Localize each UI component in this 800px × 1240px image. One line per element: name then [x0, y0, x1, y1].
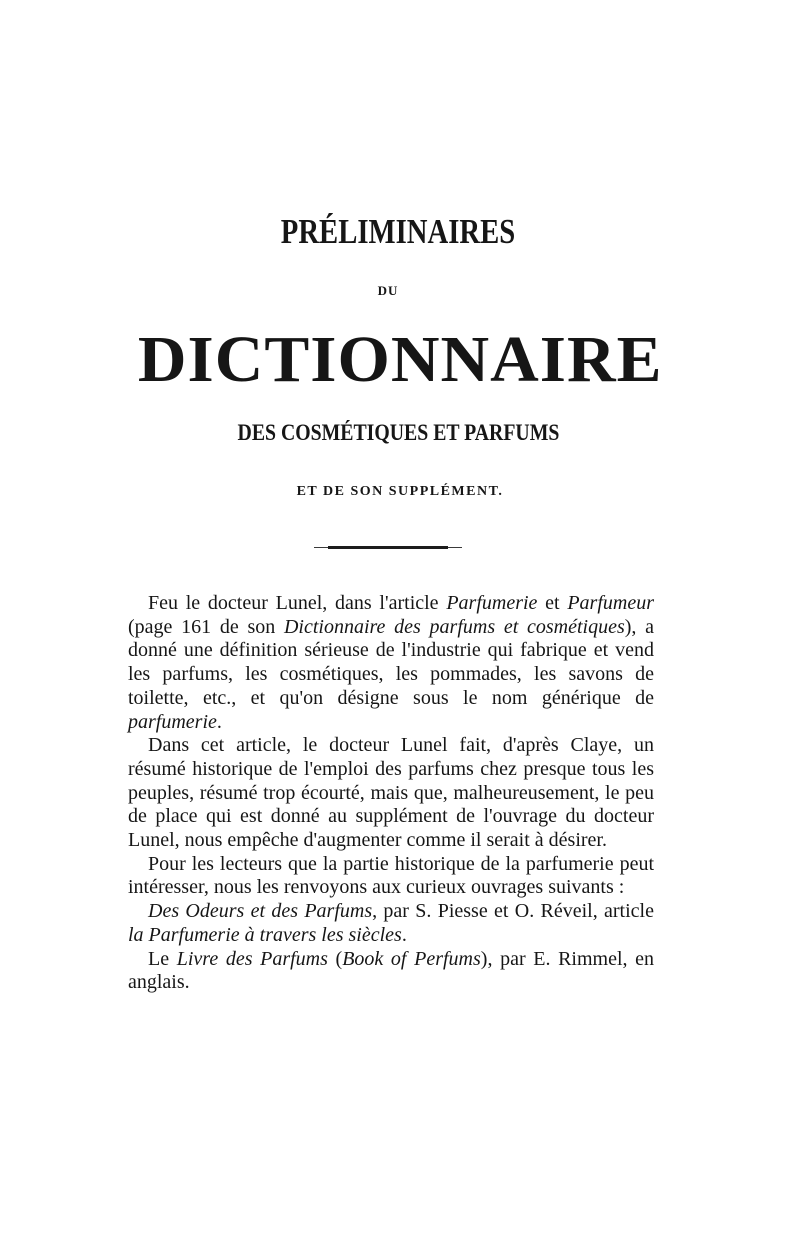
heading-dictionnaire: DICTIONNAIRE — [137, 323, 663, 396]
heading-du: DU — [377, 283, 399, 298]
paragraph-4: Des Odeurs et des Parfums, par S. Piesse et O. Réveil, article la Parfumerie à travers les siècles. — [128, 900, 654, 946]
body-text — [128, 592, 654, 995]
paragraph-5: Le Livre des Parfums (Book of Perfums), par E. Rimmel, en anglais. — [128, 947, 655, 994]
paragraph-1: Feu le docteur Lunel, dans l'article Parfumerie et Parfumeur (page 161 de son Dictionnaire des parfums et cosmétiques), a donné une définition sérieuse de l'industrie qui fabrique et vend les parfums, les cosmétiques, les pommades, les savons de toilette, etc., et qu'on désigne sous le nom générique de parfumerie. — [128, 592, 654, 733]
paragraph-2: Dans cet article, le docteur Lunel fait, d'après Claye, un résumé historique de l'emploi des parfums chez presque tous les peuples, résumé trop écourté, mais que, malheureusement, le peu de place qui est donné au supplément de l'ouvrage du docteur Lunel, nous empêche d'augmenter comme il serait à désirer. — [128, 734, 654, 852]
heading-preliminaires: PRÉLIMINAIRES — [280, 212, 516, 251]
heading-supplement: ET DE SON SUPPLÉMENT. — [296, 484, 504, 499]
paragraph-3: Pour les lecteurs que la partie historique de la parfumerie peut intéresser, nous les renvoyons aux curieux ouvrages suivants : — [128, 852, 654, 899]
ornamental-rule — [314, 546, 462, 549]
heading-subtitle: DES COSMÉTIQUES ET PARFUMS — [237, 420, 560, 445]
